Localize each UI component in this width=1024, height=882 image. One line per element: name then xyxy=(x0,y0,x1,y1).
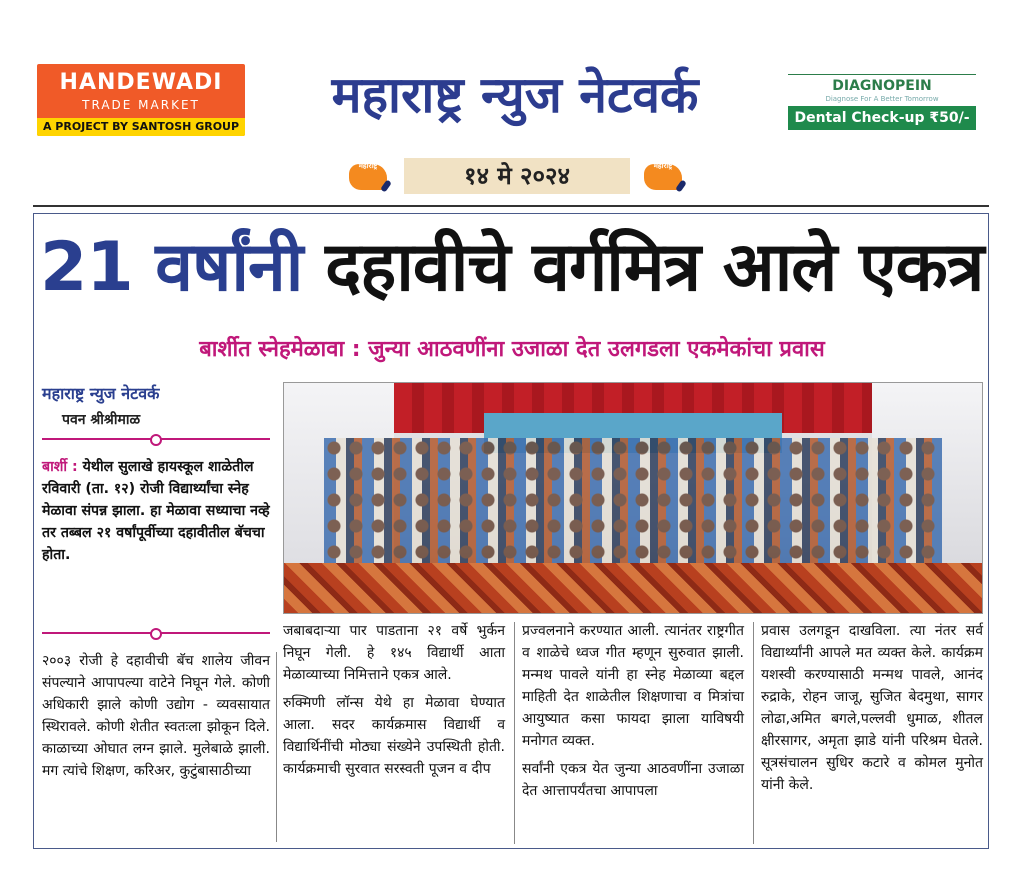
column-1-text: २००३ रोजी हे दहावीची बॅच शालेय जीवन संपल्याने आपापल्या वाटेने निघून गेले. कोणी अधिकारी झाले कोणी उद्योग - व्यवसायात स्थिरावले. कोणी शेतीत स्वतःला झोकून दिले. काळाच्या ओघात लग्न झाले. मुलेबाळे झाली. मग त्यांचे शिक्षण, करिअर, कुटुंबासाठीच्या xyxy=(42,653,270,779)
article-subheadline: बार्शीत स्नेहमेळावा : जुन्या आठवणींना उजाळा देत उलगडला एकमेकांचा प्रवास xyxy=(199,337,825,362)
intro-text: येथील सुलाखे हायस्कूल शाळेतील रविवारी (ता. १२) रोजी विद्यार्थ्यांचा स्नेह मेळावा संपन्न झाला. हा मेळावा सध्याचा नव्हे तर तब्बल २१ वर्षांपूर्वीच्या दहावीतील बॅचचा होता. xyxy=(42,459,270,563)
headline-highlight: 21 वर्षांनी xyxy=(40,228,303,307)
column-separator xyxy=(276,652,277,842)
issue-date: १४ मे २०२४ xyxy=(404,158,630,194)
ad-right-offer: Dental Check-up ₹50/- xyxy=(788,106,976,130)
column-separator xyxy=(514,622,515,844)
column-3-para-1: प्रज्वलनाने करण्यात आली. त्यानंतर राष्ट्रगीत व शाळेचे ध्वज गीत म्हणून सुरुवात झाली. मन्मथ पावले यांनी हा स्नेह मेळाव्या बद्दल माहिती देत शाळेतील शिक्षणाचा व मित्रांचा आयुष्यात कसा फायदा झाला याविषयी मनोगत व्यक्त. xyxy=(522,623,744,749)
news-logo-right-icon xyxy=(640,160,686,192)
ad-right-tagline: Diagnose For A Better Tomorrow xyxy=(825,95,939,103)
article-headline xyxy=(40,220,984,316)
diagnopein-ad[interactable] xyxy=(788,70,976,132)
ad-left-subtitle: TRADE MARKET xyxy=(82,98,200,112)
ad-left-strip: A PROJECT BY SANTOSH GROUP xyxy=(37,118,245,136)
article-intro xyxy=(42,456,270,566)
ad-left-title: HANDEWADI xyxy=(59,70,223,95)
divider-dot-icon xyxy=(150,434,162,446)
ad-right-brand: DIAGNOPEIN xyxy=(832,78,932,94)
column-2-para-2: रुक्मिणी लॉन्स येथे हा मेळावा घेण्यात आला. सदर कार्यक्रमास विद्यार्थी व विद्यार्थिनींची मोठ्या संख्येने उपस्थिती होती. कार्यक्रमाची सुरवात सरस्वती पूजन व दीप xyxy=(283,695,505,777)
group-photo xyxy=(283,382,983,614)
column-3-para-2: सर्वांनी एकत्र येत जुन्या आठवणींना उजाळा देत आत्तापर्यंतचा आपापला xyxy=(522,761,744,799)
divider-dot-icon xyxy=(150,628,162,640)
article-column-3 xyxy=(522,620,744,802)
newspaper-masthead: महाराष्ट्र न्युज नेटवर्क xyxy=(331,65,699,124)
article-column-4 xyxy=(761,620,983,796)
header-divider xyxy=(33,205,989,207)
handewadi-ad[interactable] xyxy=(37,64,245,136)
ad-right-rule xyxy=(788,74,976,75)
news-logo-left-icon xyxy=(345,160,391,192)
logo-left-text: महाराष्ट्र xyxy=(358,162,378,170)
article-column-1 xyxy=(42,650,270,782)
column-2-para-1: जबाबदाऱ्या पार पाडताना २१ वर्षे भुर्कन निघून गेली. हे १४५ विद्यार्थी आता मेळाव्याच्या निमित्ताने एकत्र आले. xyxy=(283,623,505,683)
dateline-place: बार्शी : xyxy=(42,459,78,475)
article-column-2 xyxy=(283,620,505,780)
byline-agency: महाराष्ट्र न्युज नेटवर्क xyxy=(42,384,160,403)
column-separator xyxy=(753,622,754,844)
headline-main: दहावीचे वर्गमित्र आले एकत्र xyxy=(325,228,984,307)
byline-reporter: पवन श्रीश्रीमाळ xyxy=(62,412,141,428)
column-4-text: प्रवास उलगडून दाखविला. त्या नंतर सर्व विद्यार्थ्यांनी आपले मत व्यक्त केले. कार्यक्रम यशस्वी करण्यासाठी मन्मथ पावले, आनंद रुद्राके, रोहन जाजू, सुजित बेदमुथा, सागर लोढा,अमित बगले,पल्लवी धुमाळ, शीतल क्षीरसागर, अमृता झाडे यांनी परिश्रम घेतले. सूत्रसंचालन सुधिर कटारे व कोमल मुनोत यांनी केले. xyxy=(761,623,983,793)
logo-right-text: महाराष्ट्र xyxy=(653,162,673,170)
